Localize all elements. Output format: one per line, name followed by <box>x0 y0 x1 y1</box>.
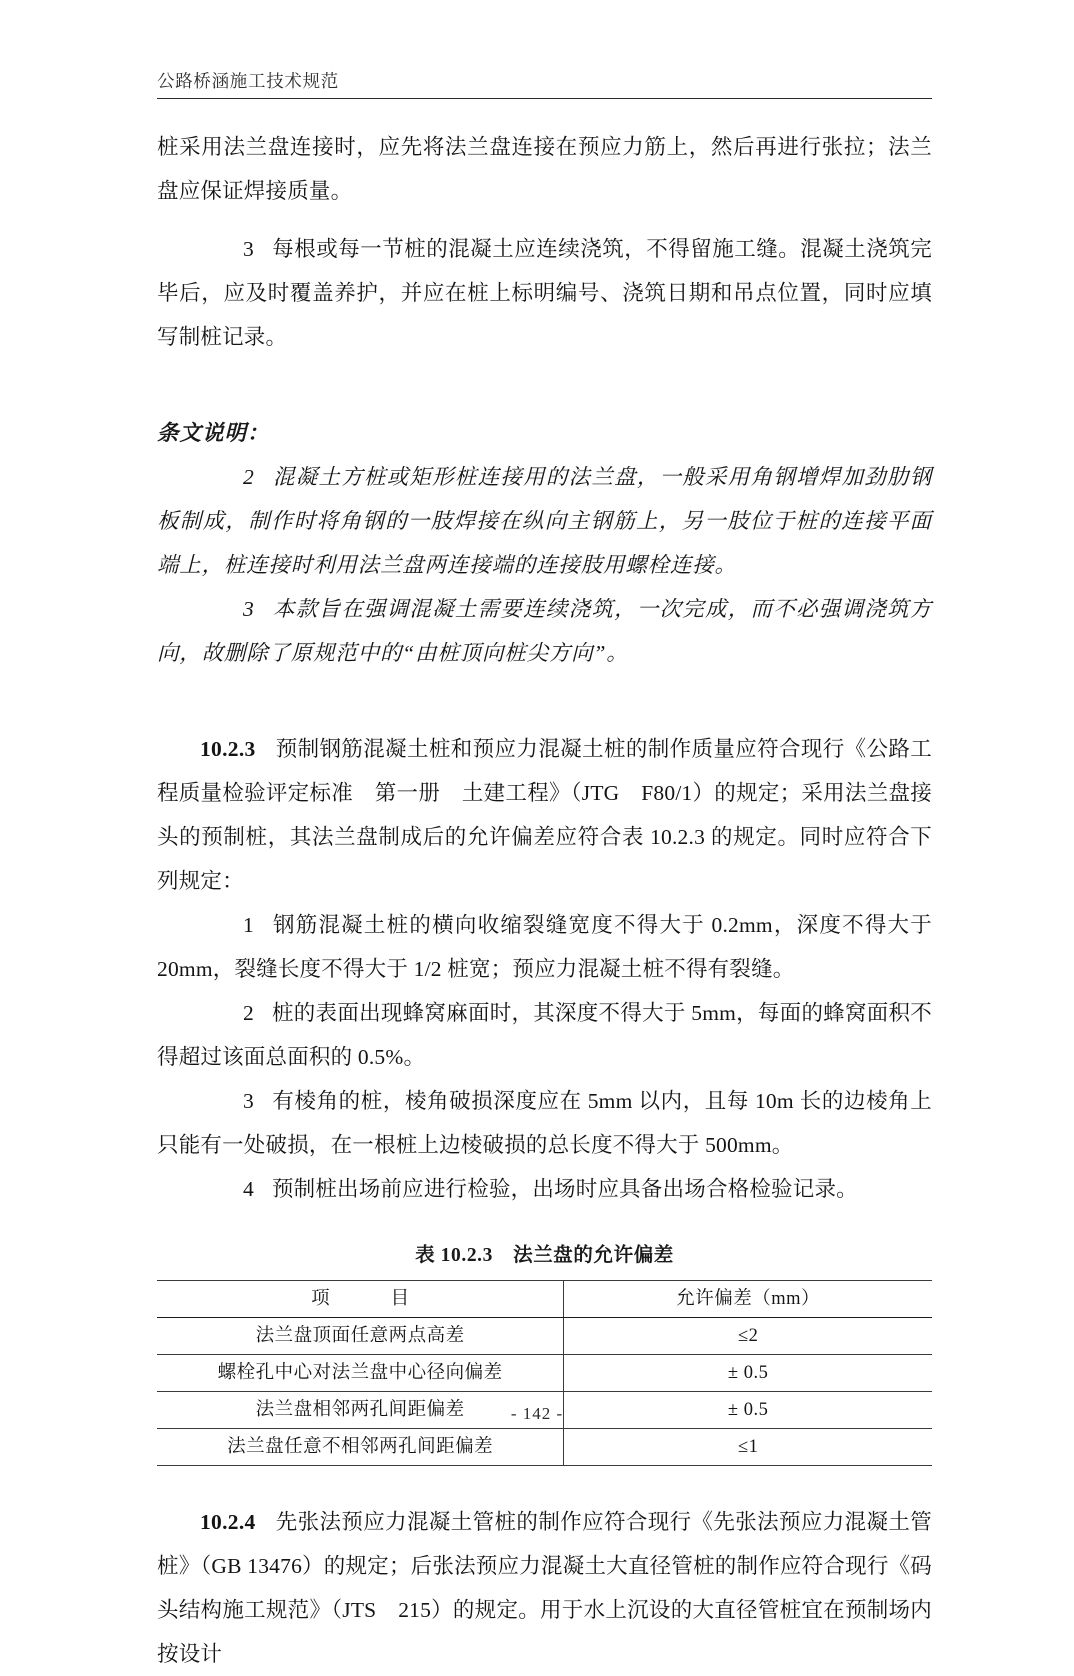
list-number: 3 <box>243 237 254 262</box>
body-text-block <box>157 125 932 1676</box>
list-text: 本款旨在强调混凝土需要连续浇筑，一次完成，而不必强调浇筑方向，故删除了原规范中的“由桩顶向桩尖方向”。 <box>157 597 932 666</box>
list-number: 2 <box>243 465 255 490</box>
list-text: 每根或每一节桩的混凝土应连续浇筑，不得留施工缝。混凝土浇筑完毕后，应及时覆盖养护，并应在桩上标明编号、浇筑日期和吊点位置，同时应填写制桩记录。 <box>157 237 932 350</box>
table-body <box>157 1318 932 1466</box>
page-number: - 142 - <box>510 1404 564 1423</box>
list-text: 桩的表面出现蜂窝麻面时，其深度不得大于 5mm，每面的蜂窝面积不得超过该面总面积的 0.5%。 <box>157 1001 932 1070</box>
table-cell-item: 螺栓孔中心对法兰盘中心径向偏差 <box>157 1355 564 1392</box>
explanation-section <box>157 411 932 675</box>
page-content <box>157 0 932 1676</box>
spacer <box>157 1466 932 1500</box>
spacer <box>157 359 932 411</box>
table-header-item: 项 目 <box>157 1281 564 1318</box>
table-header-row <box>157 1281 932 1318</box>
spacer <box>157 213 932 227</box>
table-cell-tolerance: ≤2 <box>564 1318 932 1355</box>
explanation-heading: 条文说明： <box>157 421 270 446</box>
list-number: 4 <box>243 1177 254 1202</box>
table-cell-item: 法兰盘顶面任意两点高差 <box>157 1318 564 1355</box>
list-number: 1 <box>243 913 254 938</box>
body-list-item-3 <box>157 227 932 359</box>
table-row <box>157 1429 932 1466</box>
section-number: 10.2.4 <box>200 1510 256 1535</box>
section-text: 预制钢筋混凝土桩和预应力混凝土桩的制作质量应符合现行《公路工程质量检验评定标准 第一册 土建工程》（JTG F80/1）的规定；采用法兰盘接头的预制桩，其法兰盘制成后的允许偏差应符合表 10.2.3 的规定。同时应符合下列规定： <box>157 737 932 894</box>
section-10-2-3-item-2 <box>157 991 932 1079</box>
section-10-2-3-item-1 <box>157 903 932 991</box>
table-cell-item: 法兰盘相邻两孔间距偏差 <box>157 1392 564 1429</box>
spacer <box>157 675 932 727</box>
list-number: 2 <box>243 1001 254 1026</box>
explanation-item-3 <box>157 587 932 675</box>
list-text: 预制桩出场前应进行检验，出场时应具备出场合格检验记录。 <box>271 1177 858 1202</box>
table-cell-tolerance: ± 0.5 <box>564 1392 932 1429</box>
section-number: 10.2.3 <box>200 737 256 762</box>
table-header <box>157 1281 932 1318</box>
list-text: 有棱角的桩，棱角破损深度应在 5mm 以内，且每 10m 长的边棱角上只能有一处破损，在一根桩上边棱破损的总长度不得大于 500mm。 <box>157 1089 932 1158</box>
section-10-2-4 <box>157 1500 932 1676</box>
table-caption: 表 10.2.3 法兰盘的允许偏差 <box>415 1245 674 1267</box>
header-rule <box>157 98 932 99</box>
table-cell-tolerance: ≤1 <box>564 1429 932 1466</box>
list-text: 钢筋混凝土桩的横向收缩裂缝宽度不得大于 0.2mm，深度不得大于 20mm，裂缝长度不得大于 1/2 桩宽；预应力混凝土桩不得有裂缝。 <box>157 913 932 982</box>
running-header <box>157 0 932 99</box>
section-10-2-3 <box>157 727 932 903</box>
table-10-2-3 <box>157 1280 932 1466</box>
list-number: 3 <box>243 1089 254 1114</box>
paragraph-continued: 桩采用法兰盘连接时，应先将法兰盘连接在预应力筋上，然后再进行张拉；法兰盘应保证焊接质量。 <box>157 135 932 204</box>
section-10-2-3-item-4 <box>157 1167 932 1211</box>
table-row <box>157 1318 932 1355</box>
list-number: 3 <box>243 597 255 622</box>
list-text: 混凝土方桩或矩形桩连接用的法兰盘，一般采用角钢增焊加劲肋钢板制成，制作时将角钢的一肢焊接在纵向主钢筋上，另一肢位于桩的连接平面端上，桩连接时利用法兰盘两连接端的连接肢用螺栓连接。 <box>157 465 932 578</box>
explanation-item-2 <box>157 455 932 587</box>
table-row <box>157 1355 932 1392</box>
running-header-title: 公路桥涵施工技术规范 <box>157 71 339 91</box>
table-header-tolerance: 允许偏差（mm） <box>564 1281 932 1318</box>
table-cell-tolerance: ± 0.5 <box>564 1355 932 1392</box>
section-text: 先张法预应力混凝土管桩的制作应符合现行《先张法预应力混凝土管桩》（GB 13476）的规定；后张法预应力混凝土大直径管桩的制作应符合现行《码头结构施工规范》（JTS 215）的规定。用于水上沉设的大直径管桩宜在预制场内按设计 <box>157 1510 932 1667</box>
section-10-2-3-item-3 <box>157 1079 932 1167</box>
table-cell-item: 法兰盘任意不相邻两孔间距偏差 <box>157 1429 564 1466</box>
